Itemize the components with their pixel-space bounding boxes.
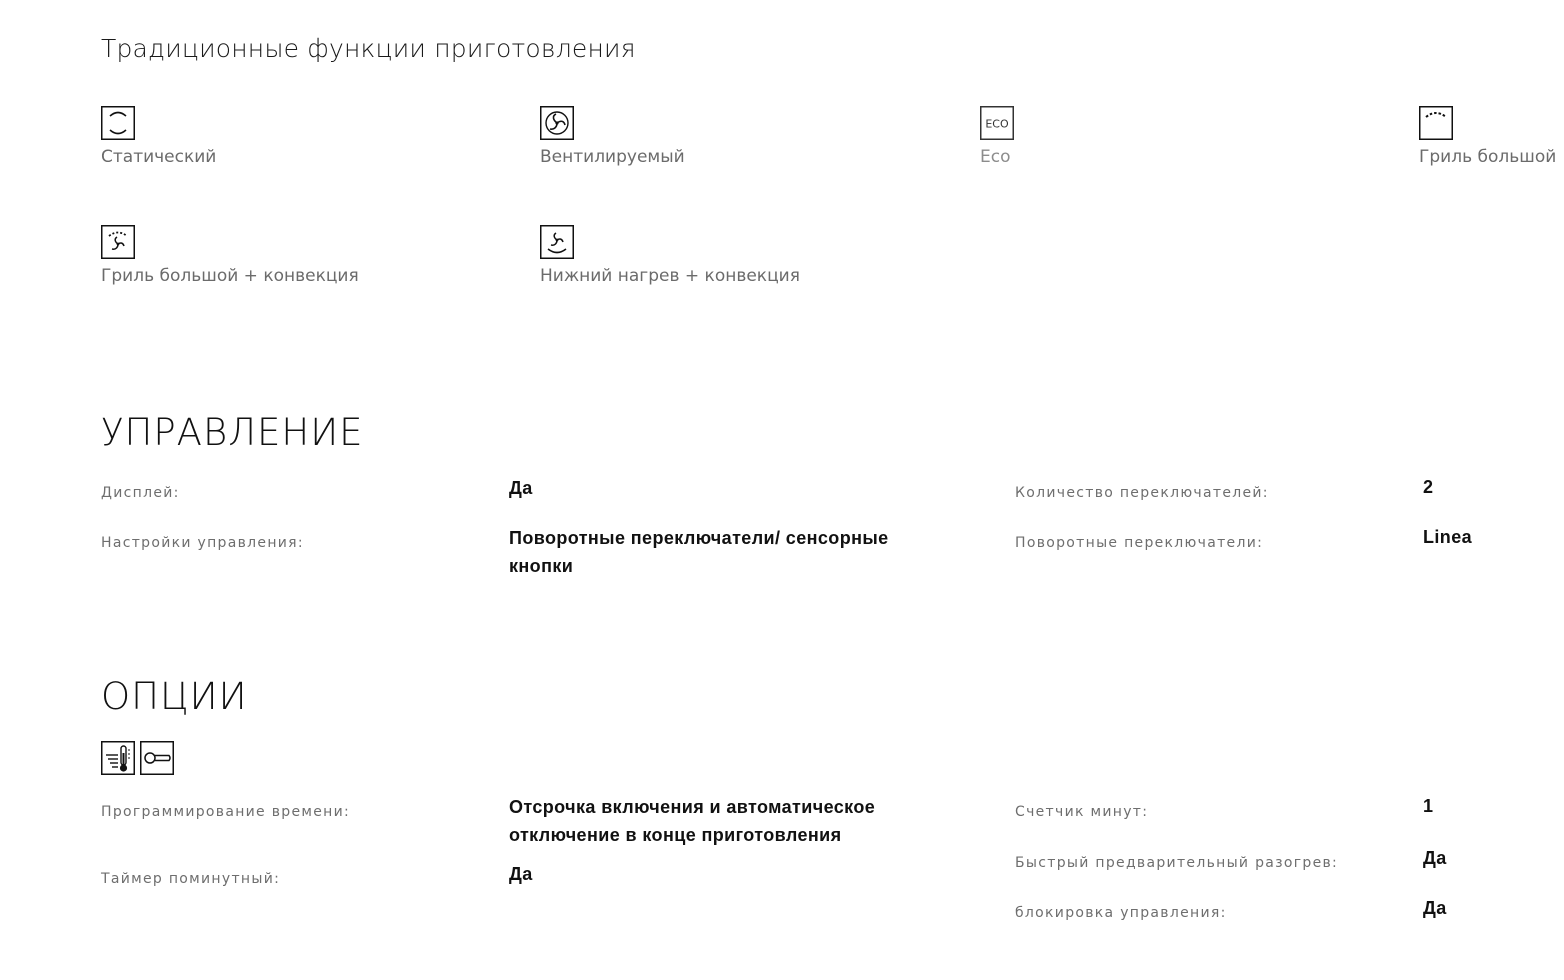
spec-value-minute-timer: Да	[509, 864, 533, 884]
function-large-grill	[1419, 106, 1564, 167]
eco-icon	[980, 106, 1014, 140]
spec-value-time-programming: Отсрочка включения и автоматическое отключение в конце приготовления	[509, 797, 876, 845]
function-eco	[980, 106, 1400, 167]
function-fan	[540, 106, 960, 167]
bottom-heat-fan-icon	[540, 225, 574, 259]
grill-fan-icon	[101, 225, 135, 259]
control-lock-icon	[140, 741, 174, 775]
spec-label-rotary-knobs: Поворотные переключатели:	[1015, 535, 1264, 551]
function-label: Статический	[101, 147, 217, 167]
spec-value-display: Да	[509, 478, 533, 498]
spec-label-control-settings: Настройки управления:	[101, 535, 304, 551]
large-grill-icon	[1419, 106, 1453, 140]
spec-value-rapid-preheat: Да	[1423, 848, 1447, 868]
spec-value-rotary-knobs: Linea	[1423, 527, 1473, 547]
spec-label-time-programming: Программирование времени:	[101, 804, 351, 820]
spec-label-control-lock: блокировка управления:	[1015, 905, 1227, 921]
static-heat-icon	[101, 106, 135, 140]
functions-section-title: Традиционные функции приготовления	[101, 34, 636, 63]
function-label: Нижний нагрев + конвекция	[540, 266, 800, 286]
controls-section-title: УПРАВЛЕНИЕ	[101, 411, 364, 454]
rapid-preheat-icon	[101, 741, 135, 775]
function-label: Гриль большой + конвекция	[101, 266, 359, 286]
spec-label-knob-count: Количество переключателей:	[1015, 485, 1269, 501]
fan-icon	[540, 106, 574, 140]
spec-value-minute-counter: 1	[1423, 796, 1434, 816]
options-section-title: ОПЦИИ	[101, 675, 248, 718]
options-icons	[101, 741, 174, 775]
function-label: Eco	[980, 147, 1011, 167]
spec-value-control-lock: Да	[1423, 898, 1447, 918]
spec-label-minute-counter: Счетчик минут:	[1015, 804, 1149, 820]
spec-value-knob-count: 2	[1423, 477, 1434, 497]
spec-value-control-settings: Поворотные переключатели/ сенсорные кнопки	[509, 528, 889, 576]
eco-icon-text: ECO	[985, 117, 1009, 131]
function-label: Гриль большой	[1419, 147, 1557, 167]
spec-label-minute-timer: Таймер поминутный:	[101, 871, 281, 887]
function-bottom-heat-fan	[540, 225, 960, 286]
function-label: Вентилируемый	[540, 147, 685, 167]
function-static	[101, 106, 521, 167]
function-grill-fan	[101, 225, 521, 286]
spec-label-display: Дисплей:	[101, 485, 180, 501]
spec-label-rapid-preheat: Быстрый предварительный разогрев:	[1015, 855, 1339, 871]
